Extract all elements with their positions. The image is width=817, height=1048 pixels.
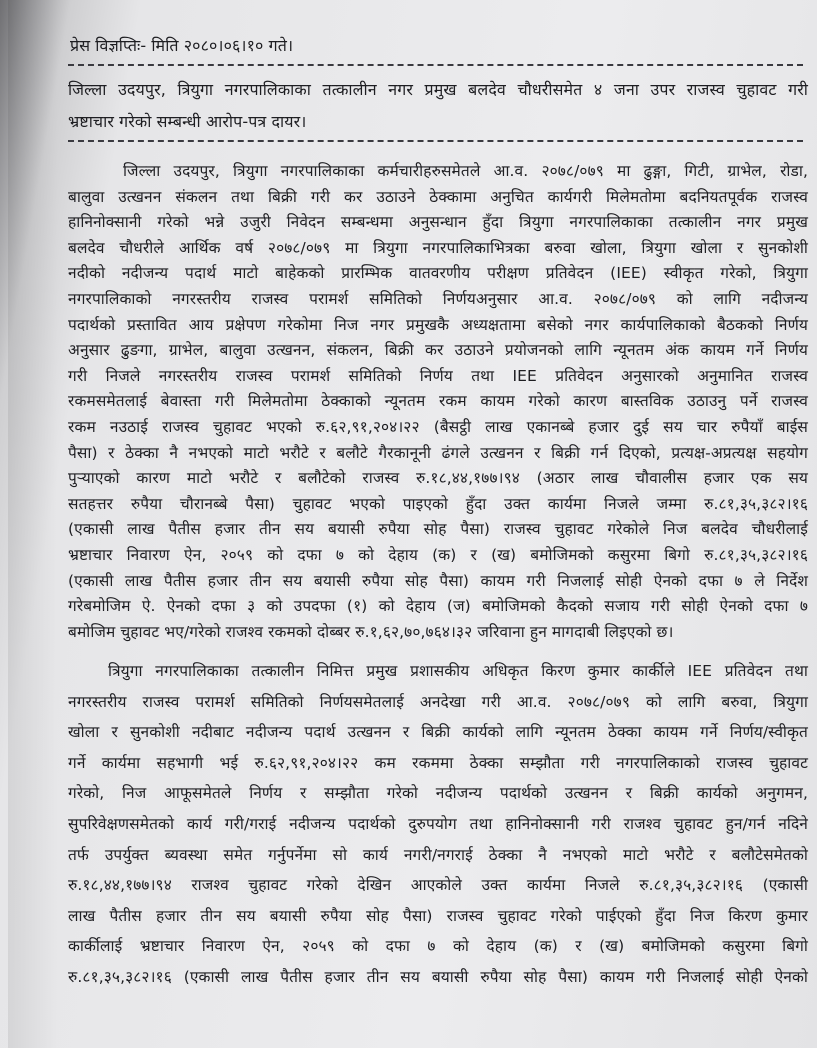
paragraph2-line: त्रियुगा नगरपालिकाका तत्कालीन निमित्त प्रमुख प्रशासकीय अधिकृत किरण कुमार कार्कीले IEE प्रतिवेदन तथा: [108, 662, 808, 680]
paragraph1-line: पैसा) र ठेक्का नै नभएको माटो भरौटे र बलौटे गैरकानूनी ढंगले उत्खनन र बिक्री गर्न दिएको, प्रत्यक्ष-अप्रत्यक्ष सहयोग: [68, 443, 808, 462]
paragraph2-line: तर्फ उपर्युक्त ब्यवस्था समेत गर्नुपर्नेमा सो कार्य नगरी/नगराई ठेक्का नै नभएको माटो भरौटे र बलौटेसमेतको: [68, 845, 808, 864]
paragraph1-line: पदार्थको प्रस्तावित आय प्रक्षेपण गरेकोमा निज नगर प्रमुखकै अध्यक्षतामा बसेको नगर कार्यपालिकाको बैठकको निर्णय: [68, 315, 808, 334]
subject-line-1: जिल्ला उदयपुर, त्रियुगा नगरपालिकाका तत्कालीन नगर प्रमुख बलदेव चौधरीसमेत ४ जना उपर राजस्व चुहावट गरी: [68, 80, 808, 99]
paragraph2-line: गर्ने कार्यमा सहभागी भई रु.६२,९१,२०४।२२ कम रकममा ठेक्का सम्झौता गरी नगरपालिकाको राजस्व चुहावट: [68, 753, 808, 772]
paragraph2-line: सुपरिवेक्षणसमेतको कार्य गरी/गराई नदीजन्य पदार्थको दुरुपयोग तथा हानिनोक्सानी गरी राजश्व चुहावट हुन/गर्न नदिने: [68, 815, 808, 833]
paragraph1-line: भ्रष्टाचार निवारण ऐन, २०५९ को दफा ७ को देहाय (क) र (ख) बमोजिमको कसुरमा बिगो रु.८१,३५,३८२।१६: [68, 546, 808, 564]
paragraph1-line: नगरपालिकाको नगरस्तरीय राजस्व परामर्श समितिको निर्णयअनुसार आ.व. २०७८/०७९ को लागि नदीजन्य: [68, 290, 808, 308]
paragraph1-line: (एकासी लाख पैतीस हजार तीन सय बयासी रुपैया सोह पैसा) राजस्व चुहावट गरेकोले निज बलदेव चौधरीलाई: [68, 520, 808, 539]
paper-sheet: [8, 0, 817, 1048]
paragraph1-line: गरेबमोजिम ऐ. ऐनको दफा ३ को उपदफा (१) को देहाय (ज) बमोजिमको कैदको सजाय गरी सोही ऐनको दफा ७: [68, 597, 808, 616]
paragraph1-line: सतहत्तर रुपैया चौरानब्बे पैसा) चुहावट भएको पाइएको हुँदा उक्त कार्यमा निजले जम्मा रु.८१,३५,३८२।१६: [68, 494, 808, 513]
paragraph1-line: बालुवा उत्खनन संकलन तथा बिक्री गरी कर उठाउने ठेक्कामा अनुचित कार्यगरी मिलेमतोमा बदनियतपूर्वक राजस्व: [68, 187, 808, 206]
paragraph1-line: बलदेव चौधरीले आर्थिक वर्ष २०७८/०७९ मा त्रियुगा नगरपालिकाभित्रका बरुवा खोला, त्रियुगा खोला र सुनकोशी: [68, 238, 808, 257]
paragraph2-line: गरेको, निज आफूसमेतले निर्णय र सम्झौता गरेको नदीजन्य पदार्थको उत्खनन र बिक्री कार्यको अनुगमन,: [68, 784, 808, 803]
paragraph1-line: अनुसार ढुङगा, ग्राभेल, बालुवा उत्खनन, संकलन, बिक्री कर उठाउने प्रयोजनको लागि न्यूनतम अंक कायम गर्ने निर्णय: [68, 341, 808, 360]
top-divider: [68, 64, 803, 66]
paragraph1-line: जिल्ला उदयपुर, त्रियुगा नगरपालिकाका कर्मचारीहरुसमेतले आ.व. २०७८/०७९ मा ढुङ्गा, गिटी, ग्राभेल, रोडा,: [123, 162, 808, 180]
bottom-divider: [68, 140, 803, 142]
paragraph1-line: बमोजिम चुहावट भए/गरेको राजश्व रकमको दोब्बर रु.१,६२,७०,७६४।३२ जरिवाना हुन मागदाबी लिइएको छ।: [68, 622, 674, 641]
subject-line-2: भ्रष्टाचार गरेको सम्बन्धी आरोप-पत्र दायर।: [68, 112, 307, 131]
paragraph1-line: रकमसमेतलाई बेवास्ता गरी मिलेमतोमा ठेक्काको न्यूनतम रकम कायम गरेको कारण बास्तविक उठाउनु पर्ने राजस्व: [68, 392, 808, 411]
press-release-date: प्रेस विज्ञप्तिः- मिति २०८०।०६।१० गते।: [70, 36, 294, 55]
paragraph2-line: रु.१८,४४,१७७।९४ राजश्व चुहावट गरेको देखिन आएकोले उक्त कार्यमा निजले रु.८१,३५,३८२।१६ (एकासी: [68, 876, 808, 895]
paragraph2-line: कार्कीलाई भ्रष्टाचार निवारण ऐन, २०५९ को दफा ७ को देहाय (क) र (ख) बमोजिमको कसुरमा बिगो: [68, 937, 808, 956]
paragraph1-line: (एकासी लाख पैतीस हजार तीन सय बयासी रुपैया सोह पैसा) कायम गरी निजलाई सोही ऐनको दफा ७ ले निर्देश: [68, 571, 808, 590]
paragraph2-line: नगरस्तरीय राजस्व परामर्श समितिको निर्णयसमेतलाई अनदेखा गरी आ.व. २०७८/०७९ को लागि बरुवा, त्रियुगा: [68, 692, 808, 711]
paragraph1-line: हानिनोक्सानी गरेको भन्ने उजुरी निवेदन सम्बन्धमा अनुसन्धान हुँदा त्रियुगा नगरपालिकाका तत्कालीन नगर प्रमुख: [68, 213, 808, 232]
paragraph1-line: पुर्‍याएको कारण माटो भरौटे र बलौटेको राजस्व रु.१८,४४,१७७।९४ (अठार लाख चौवालीस हजार एक सय: [68, 469, 808, 488]
paragraph2-line: खोला र सुनकोशी नदीबाट नदीजन्य पदार्थ उत्खनन र बिक्री कार्यको लागि न्यूनतम ठेक्का कायम गर्ने निर्णय/स्वीकृत: [68, 723, 808, 742]
paragraph2-line: रु.८१,३५,३८२।१६ (एकासी लाख पैतीस हजार तीन सय बयासी रुपैया सोह पैसा) कायम गरी निजलाई सोही ऐनको: [68, 968, 808, 986]
paragraph1-line: रकम नउठाई राजस्व चुहावट भएको रु.६२,९१,२०४।२२ (बैसट्ठी लाख एकानब्बे हजार दुई सय चार रुपैयाँ बाईस: [68, 418, 808, 436]
paragraph1-line: गरी निजले नगरस्तरीय राजस्व परामर्श समितिको निर्णय तथा IEE प्रतिवेदन अनुसारको अनुमानित राजस्व: [68, 366, 808, 385]
paragraph1-line: नदीको नदीजन्य पदार्थ माटो बाहेकको प्रारम्भिक वातवरणीय परीक्षण प्रतिवेदन (IEE) स्वीकृत गरेको, त्रियुगा: [68, 264, 808, 283]
paragraph2-line: लाख पैतीस हजार तीन सय बयासी रुपैया सोह पैसा) राजस्व चुहावट गरेको पाईएको हुँदा निज किरण कुमार: [68, 906, 808, 925]
